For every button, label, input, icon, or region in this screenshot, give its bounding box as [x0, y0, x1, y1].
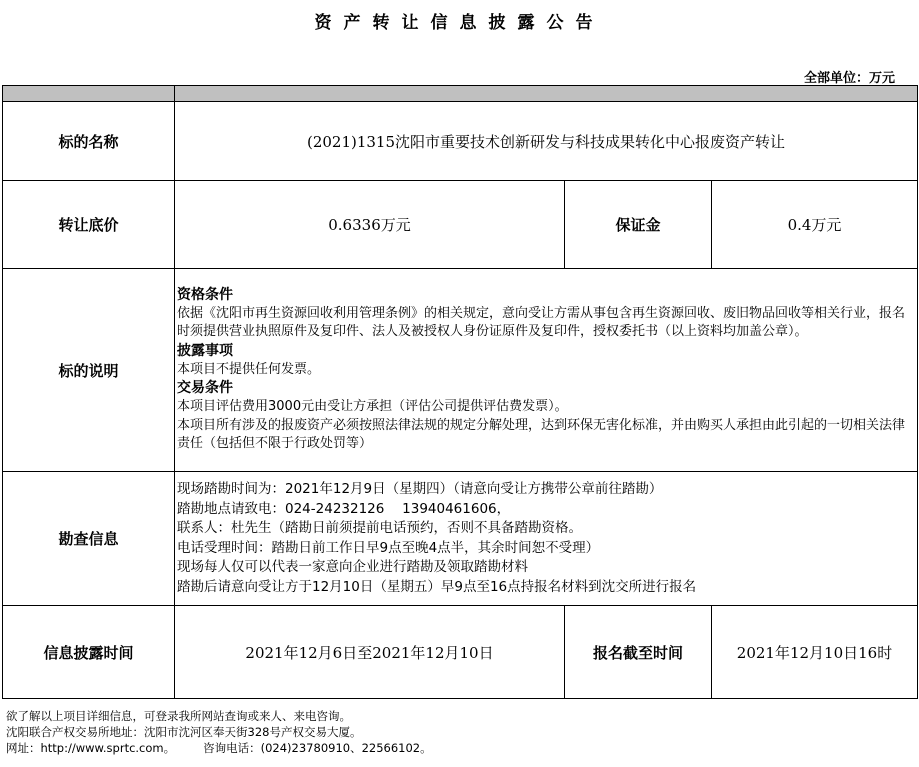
header-bar	[3, 86, 918, 102]
inspection-label: 勘查信息	[3, 472, 175, 606]
row-price	[3, 181, 918, 269]
qualification-heading: 资格条件	[177, 286, 233, 303]
footer-line: 欲了解以上项目详细信息，可登录我所网站查询或来人、来电咨询。	[6, 709, 351, 723]
inspection-content	[175, 472, 918, 606]
description-content	[175, 269, 918, 472]
qualification-text: 依据《沈阳市再生资源回收利用管理条例》的相关规定，意向受让方需从事包含再生资源回收、废旧物品回收等相关行业，报名时须提供营业执照原件及复印件、法人及被授权人身份证原件及复印件，授权委托书（以上资料均加盖公章）。	[177, 305, 906, 340]
inspection-line: 现场踏勘时间为：2021年12月9日（星期四）（请意向受让方携带公章前往踏勘）	[177, 481, 663, 497]
footer-contact-line	[6, 740, 432, 756]
footer-line: 沈阳联合产权交易所地址：沈阳市沈河区奉天街328号产权交易大厦。	[6, 725, 362, 739]
trade-text-2: 本项目所有涉及的报废资产必须按照法律法规的规定分解处理，达到环保无害化标准，并由购买人承担由此引起的一切相关法律责任（包括但不限于行政处罚等）	[177, 417, 906, 452]
inspection-line: 踏勘后请意向受让方于12月10日（星期五）早9点至16点持报名材料到沈交所进行报名	[177, 578, 697, 595]
target-name-label: 标的名称	[3, 102, 175, 181]
row-inspection	[3, 472, 918, 606]
inspection-line: 现场每人仅可以代表一家意向企业进行踏勘及领取踏勘材料	[177, 559, 528, 575]
inspection-line: 联系人：杜先生（踏勘日前须提前电话预约，否则不具备踏勘资格。	[177, 520, 582, 536]
deadline-label: 报名截至时间	[565, 606, 712, 699]
deadline-value: 2021年12月10日16时	[712, 606, 918, 699]
deposit-label: 保证金	[565, 181, 712, 269]
target-name-value: (2021)1315沈阳市重要技术创新研发与科技成果转化中心报废资产转让	[175, 102, 918, 181]
footer-notes	[6, 708, 432, 756]
deposit-value: 0.4万元	[712, 181, 918, 269]
row-description	[3, 269, 918, 472]
disclosure-text: 本项目不提供任何发票。	[177, 361, 321, 377]
unit-note: 全部单位：万元	[803, 71, 895, 86]
page-title: 资产转让信息披露公告	[314, 13, 605, 33]
price-label: 转让底价	[3, 181, 175, 269]
inspection-line: 踏勘地点请致电：024-24232126 13940461606，	[177, 500, 511, 517]
trade-text-1: 本项目评估费用3000元由受让方承担（评估公司提供评估费发票）。	[177, 399, 568, 415]
description-label: 标的说明	[3, 269, 175, 472]
disclosure-time-value: 2021年12月6日至2021年12月10日	[175, 606, 565, 699]
phone-text: 咨询电话：(024)23780910、22566102。	[203, 741, 432, 755]
inspection-line: 电话受理时间：踏勘日前工作日早9点至晚4点半，其余时间恕不受理）	[177, 539, 600, 556]
row-disclosure-time	[3, 606, 918, 699]
trade-heading: 交易条件	[177, 380, 233, 397]
disclosure-heading: 披露事项	[177, 342, 233, 359]
price-value: 0.6336万元	[175, 181, 565, 269]
row-target-name	[3, 102, 918, 181]
disclosure-time-label: 信息披露时间	[3, 606, 175, 699]
announcement-table	[2, 85, 918, 699]
website-link[interactable]: 网址：http://www.sprtc.com。	[6, 741, 176, 755]
